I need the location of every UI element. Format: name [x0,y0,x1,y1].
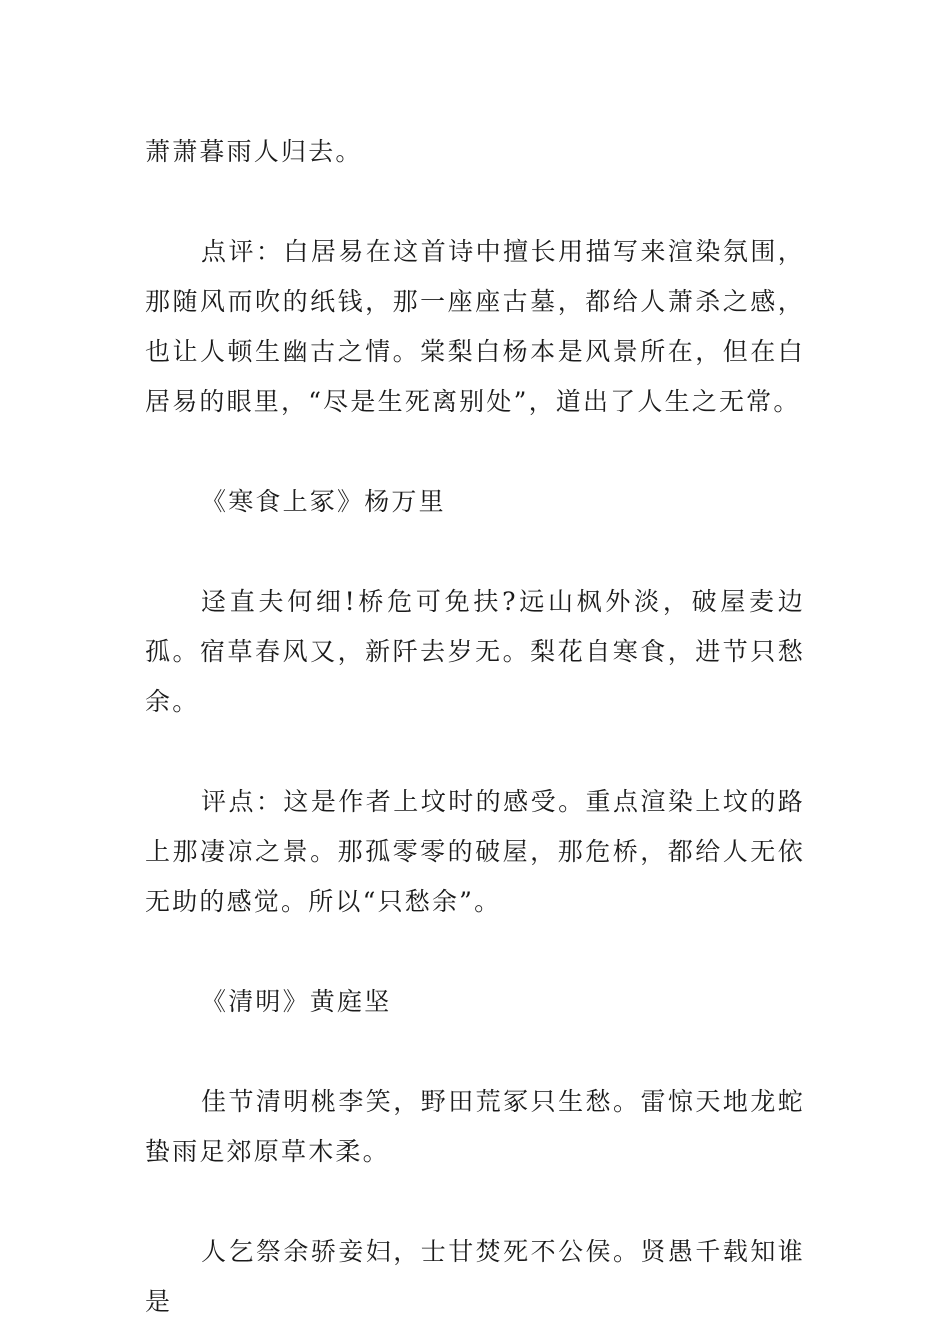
document-body [145,127,805,1327]
poem-title-qingming: 《清明》黄庭坚 [201,987,392,1016]
poem-body-qingming-part2: 人乞祭余骄妾妇，士甘焚死不公侯。贤愚千载知谁是 [145,1237,805,1316]
poem-line-closing: 萧萧暮雨人归去。 [145,137,363,166]
poem-body-hanshi-shangzhong: 迳直夫何细!桥危可免扶?远山枫外淡，破屋麦边孤。宿草春风又，新阡去岁无。梨花自寒食，进节只愁余。 [145,587,805,716]
commentary-bai-juyi: 点评：白居易在这首诗中擅长用描写来渲染氛围，那随风而吹的纸钱，那一座座古墓，都给人萧杀之感，也让人顿生幽古之情。棠梨白杨本是风景所在，但在白居易的眼里，“尽是生死离别处”，道出了人生之无常。 [145,237,805,416]
poem-body-qingming-part1: 佳节清明桃李笑，野田荒冢只生愁。雷惊天地龙蛇蛰雨足郊原草木柔。 [145,1087,805,1166]
commentary-yang-wanli: 评点：这是作者上坟时的感受。重点渲染上坟的路上那凄凉之景。那孤零零的破屋，那危桥，都给人无依无助的感觉。所以“只愁余”。 [145,787,805,916]
poem-title-hanshi-shangzhong: 《寒食上冢》杨万里 [201,487,446,516]
